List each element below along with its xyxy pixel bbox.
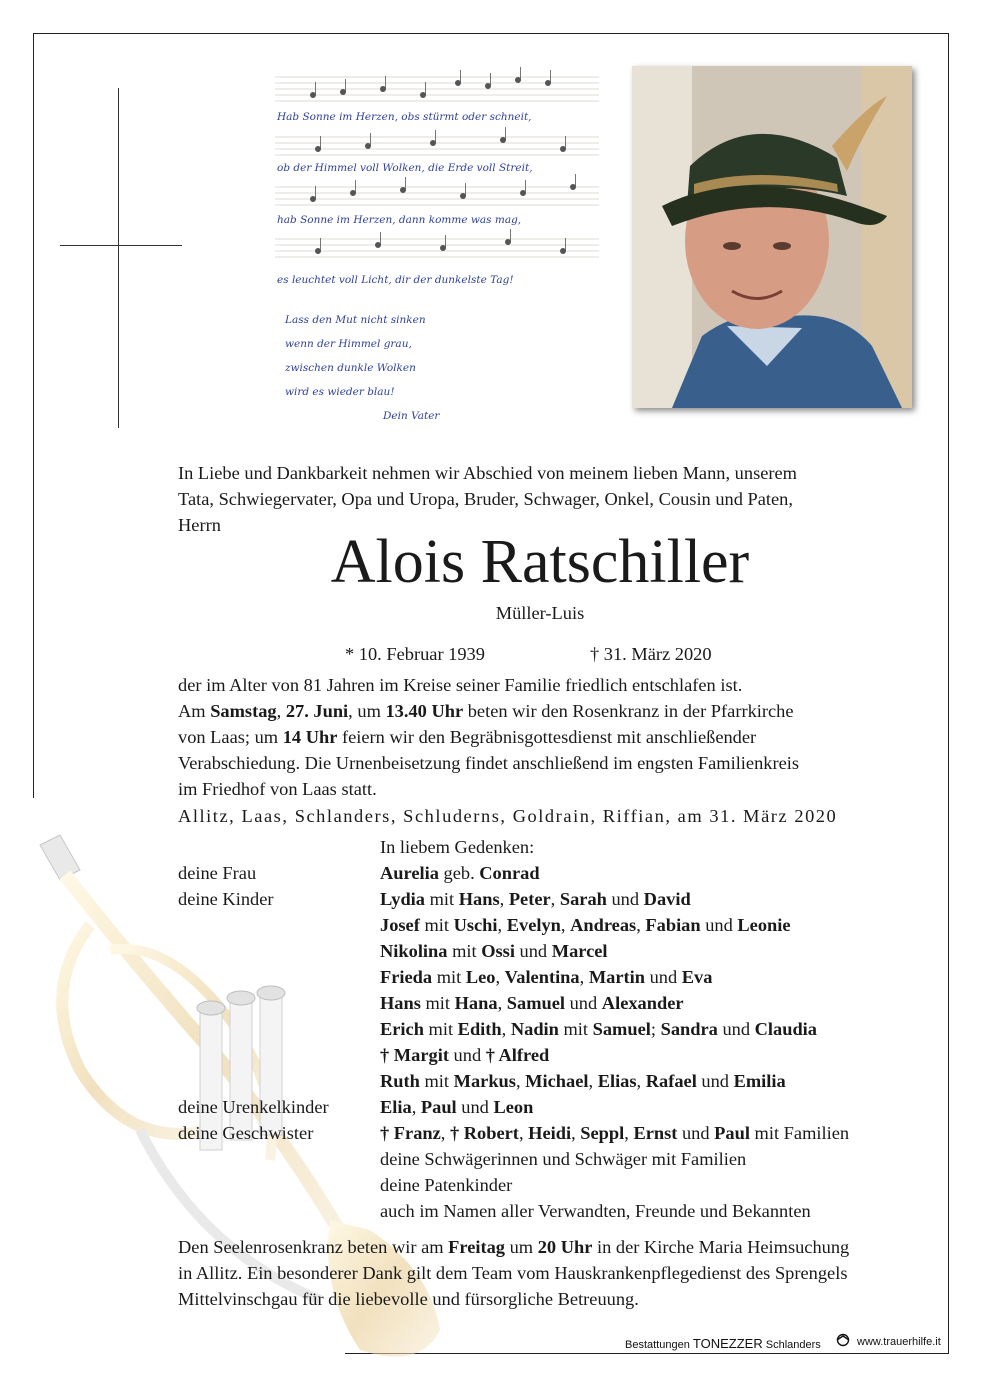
- deceased-name: Alois Ratschiller: [330, 528, 750, 596]
- mourner-child-8: Ruth mit Markus, Michael, Elias, Rafael und Emilia: [380, 1071, 786, 1091]
- mourner-great-grandchildren: Elia, Paul und Leon: [380, 1097, 534, 1117]
- svg-text:es leuchtet voll Licht, dir de: es leuchtet voll Licht, dir der dunkelste Tag!: [277, 274, 514, 286]
- label-great-grandchildren: deine Urenkelkinder: [178, 1097, 329, 1117]
- closing-line-2: in Allitz. Ein besonderer Dank gilt dem Team vom Hauskrankenpflegedienst des Sprengels: [178, 1263, 848, 1283]
- place-and-date: Allitz, Laas, Schlanders, Schluderns, Goldrain, Riffian, am 31. März 2020: [178, 806, 838, 826]
- mourner-child-6: Erich mit Edith, Nadin mit Samuel; Sandra und Claudia: [380, 1019, 817, 1039]
- mourner-wife: Aurelia geb. Conrad: [380, 863, 540, 883]
- mourner-siblings: † Franz, † Robert, Heidi, Seppl, Ernst und Paul mit Familien: [380, 1123, 850, 1143]
- label-children: deine Kinder: [178, 889, 274, 909]
- closing-line-3: Mittelvinschgau für die liebevolle und fürsorgliche Betreuung.: [178, 1289, 639, 1309]
- footer-funeral-home: Bestattungen TONEZZER Schlanders: [625, 1336, 821, 1351]
- intro-line-3: Herrn: [178, 515, 221, 535]
- deceased-nickname: Müller-Luis: [495, 603, 585, 623]
- birth-date: * 10. Februar 1939: [345, 644, 485, 664]
- body-line-4: Verabschiedung. Die Urnenbeisetzung findet anschließend im engsten Familienkreis: [178, 753, 800, 773]
- closing-line-1: Den Seelenrosenkranz beten wir am Freitag um 20 Uhr in der Kirche Maria Heimsuchung: [178, 1237, 850, 1257]
- svg-text:Hab Sonne im Herzen, obs stürm: Hab Sonne im Herzen, obs stürmt oder schneit,: [277, 111, 532, 123]
- body-line-2: Am Samstag, 27. Juni, um 13.40 Uhr beten wir den Rosenkranz in der Pfarrkirche: [178, 701, 794, 721]
- label-wife: deine Frau: [178, 863, 257, 883]
- handwritten-song-sheet: [273, 65, 601, 430]
- body-line-3: von Laas; um 14 Uhr feiern wir den Begräbnisgottesdienst mit anschließender: [178, 727, 757, 747]
- svg-text:hab Sonne im Herzen, dann komm: hab Sonne im Herzen, dann komme was mag,: [277, 214, 522, 226]
- mourner-child-2: Josef mit Uschi, Evelyn, Andreas, Fabian und Leonie: [380, 915, 791, 935]
- mourner-child-3: Nikolina mit Ossi und Marcel: [380, 941, 608, 961]
- intro-line-2: Tata, Schwiegervater, Opa und Uropa, Bruder, Schwager, Onkel, Cousin und Paten,: [178, 489, 793, 509]
- mourner-in-laws: deine Schwägerinnen und Schwäger mit Familien: [380, 1149, 747, 1169]
- mourners-heading: In liebem Gedenken:: [380, 837, 535, 857]
- body-line-1: der im Alter von 81 Jahren im Kreise seiner Familie friedlich entschlafen ist.: [178, 675, 743, 695]
- svg-text:wenn der Himmel grau,: wenn der Himmel grau,: [285, 338, 412, 350]
- frame-top-line: [33, 33, 949, 34]
- cross-icon-horizontal: [60, 245, 182, 246]
- cross-icon-vertical: [118, 88, 119, 428]
- label-siblings: deine Geschwister: [178, 1123, 314, 1143]
- mourner-child-4: Frieda mit Leo, Valentina, Martin und Eva: [380, 967, 713, 987]
- svg-text:ob der Himmel voll Wolken, die: ob der Himmel voll Wolken, die Erde voll Streit,: [277, 162, 533, 174]
- mourner-child-5: Hans mit Hana, Samuel und Alexander: [380, 993, 684, 1013]
- death-date: † 31. März 2020: [590, 644, 712, 664]
- svg-text:Lass den Mut nicht sinken: Lass den Mut nicht sinken: [285, 314, 426, 326]
- mourner-godchildren: deine Patenkinder: [380, 1175, 513, 1195]
- trauerhilfe-logo-icon: [834, 1333, 852, 1350]
- intro-line-1: In Liebe und Dankbarkeit nehmen wir Abschied von meinem lieben Mann, unserem: [178, 463, 797, 483]
- svg-text:wird es wieder blau!: wird es wieder blau!: [285, 386, 395, 398]
- svg-text:Dein Vater: Dein Vater: [383, 410, 440, 422]
- mourner-relatives: auch im Namen aller Verwandten, Freunde und Bekannten: [380, 1201, 811, 1221]
- frame-right-line: [948, 33, 949, 1353]
- mourner-child-7: † Margit und † Alfred: [380, 1045, 550, 1065]
- portrait-photo: [632, 66, 912, 408]
- svg-text:zwischen dunkle Wolken: zwischen dunkle Wolken: [285, 362, 416, 374]
- footer-website-link[interactable]: www.trauerhilfe.it: [857, 1336, 941, 1348]
- frame-left-line: [33, 33, 34, 798]
- body-line-5: im Friedhof von Laas statt.: [178, 779, 377, 799]
- mourner-child-1: Lydia mit Hans, Peter, Sarah und David: [380, 889, 691, 909]
